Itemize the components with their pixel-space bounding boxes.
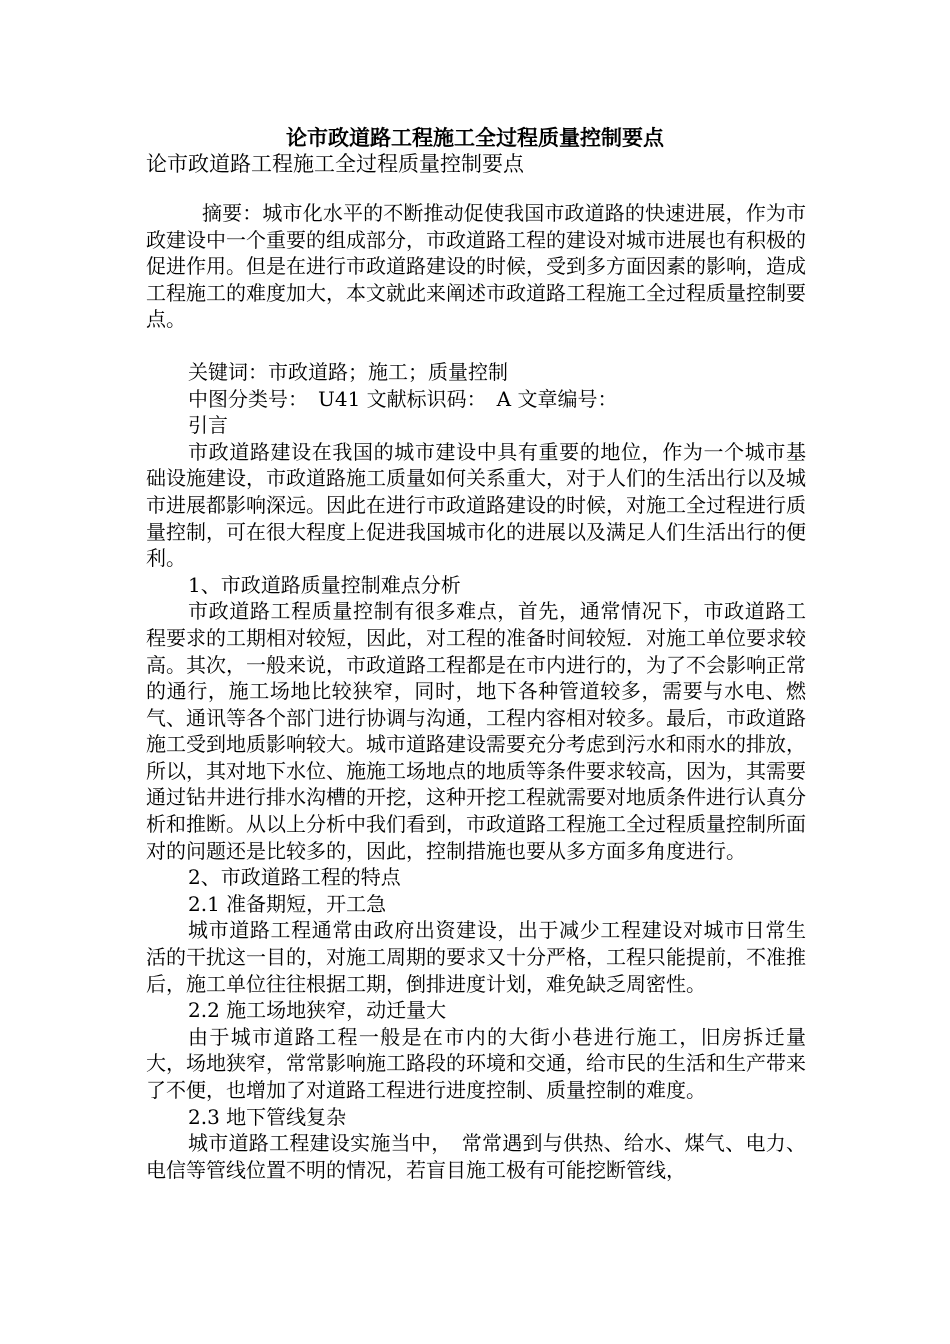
document-title: 论市政道路工程施工全过程质量控制要点 <box>286 125 664 150</box>
keywords-line: 关键词：市政道路；施工；质量控制 <box>188 359 508 384</box>
section-2-heading: 2、市政道路工程的特点 <box>188 865 401 890</box>
classification-line: 中图分类号： U41 文献标识码： A 文章编号： <box>188 386 618 411</box>
section-2-3-heading: 2.3 地下管线复杂 <box>188 1104 347 1129</box>
section-2-2-paragraph: 由于城市道路工程一般是在市内的大街小巷进行施工，旧房拆迁量大，场地狭窄，常常影响施工路段的环境和交通，给市民的生活和生产带来了不便，也增加了对道路工程进行进度控制、质量控制的难度。 <box>146 1024 806 1102</box>
document-body <box>146 200 806 1183</box>
spacer <box>146 333 806 359</box>
abstract-paragraph: 摘要：城市化水平的不断推动促使我国市政道路的快速进展，作为市政建设中一个重要的组成部分，市政道路工程的建设对城市进展也有积极的促进作用。但是在进行市政道路建设的时候，受到多方面因素的影响，造成工程施工的难度加大，本文就此来阐述市政道路工程施工全过程质量控制要点。 <box>146 201 806 332</box>
document-subtitle: 论市政道路工程施工全过程质量控制要点 <box>146 152 524 176</box>
section-1-paragraph: 市政道路工程质量控制有很多难点，首先，通常情况下，市政道路工程要求的工期相对较短，因此，对工程的准备时间较短．对施工单位要求较高。其次，一般来说，市政道路工程都是在市内进行的，为了不会影响正常的通行，施工场地比较狭窄，同时，地下各种管道较多，需要与水电、燃气、通讯等各个部门进行协调与沟通，工程内容相对较多。最后，市政道路施工受到地质影响较大。城市道路建设需要充分考虑到污水和雨水的排放，所以，其对地下水位、施施工场地点的地质等条件要求较高，因为，其需要通过钻井进行排水沟槽的开挖，这种开挖工程就需要对地质条件进行认真分析和推断。从以上分析中我们看到，市政道路工程施工全过程质量控制所面对的问题还是比较多的，因此，控制措施也要从多方面多角度进行。 <box>146 599 806 863</box>
intro-paragraph: 市政道路建设在我国的城市建设中具有重要的地位，作为一个城市基础设施建设，市政道路施工质量如何关系重大，对于人们的生活出行以及城市进展都影响深远。因此在进行市政道路建设的时候，对施工全过程进行质量控制，可在很大程度上促进我国城市化的进展以及满足人们生活出行的便利。 <box>146 439 806 571</box>
section-2-1-paragraph: 城市道路工程通常由政府出资建设，出于减少工程建设对城市日常生活的干扰这一目的，对施工周期的要求又十分严格，工程只能提前，不准推后，施工单位往往根据工期，倒排进度计划，难免缺乏周密性。 <box>146 918 806 996</box>
intro-heading: 引言 <box>188 413 228 438</box>
section-2-1-heading: 2.1 准备期短，开工急 <box>188 891 387 916</box>
section-2-2-heading: 2.2 施工场地狭窄，动迁量大 <box>188 998 447 1023</box>
section-2-3-paragraph: 城市道路工程建设实施当中， 常常遇到与供热、给水、煤气、电力、电信等管线位置不明的情况，若盲目施工极有可能挖断管线， <box>146 1131 806 1182</box>
section-1-heading: 1、市政道路质量控制难点分析 <box>188 572 461 597</box>
